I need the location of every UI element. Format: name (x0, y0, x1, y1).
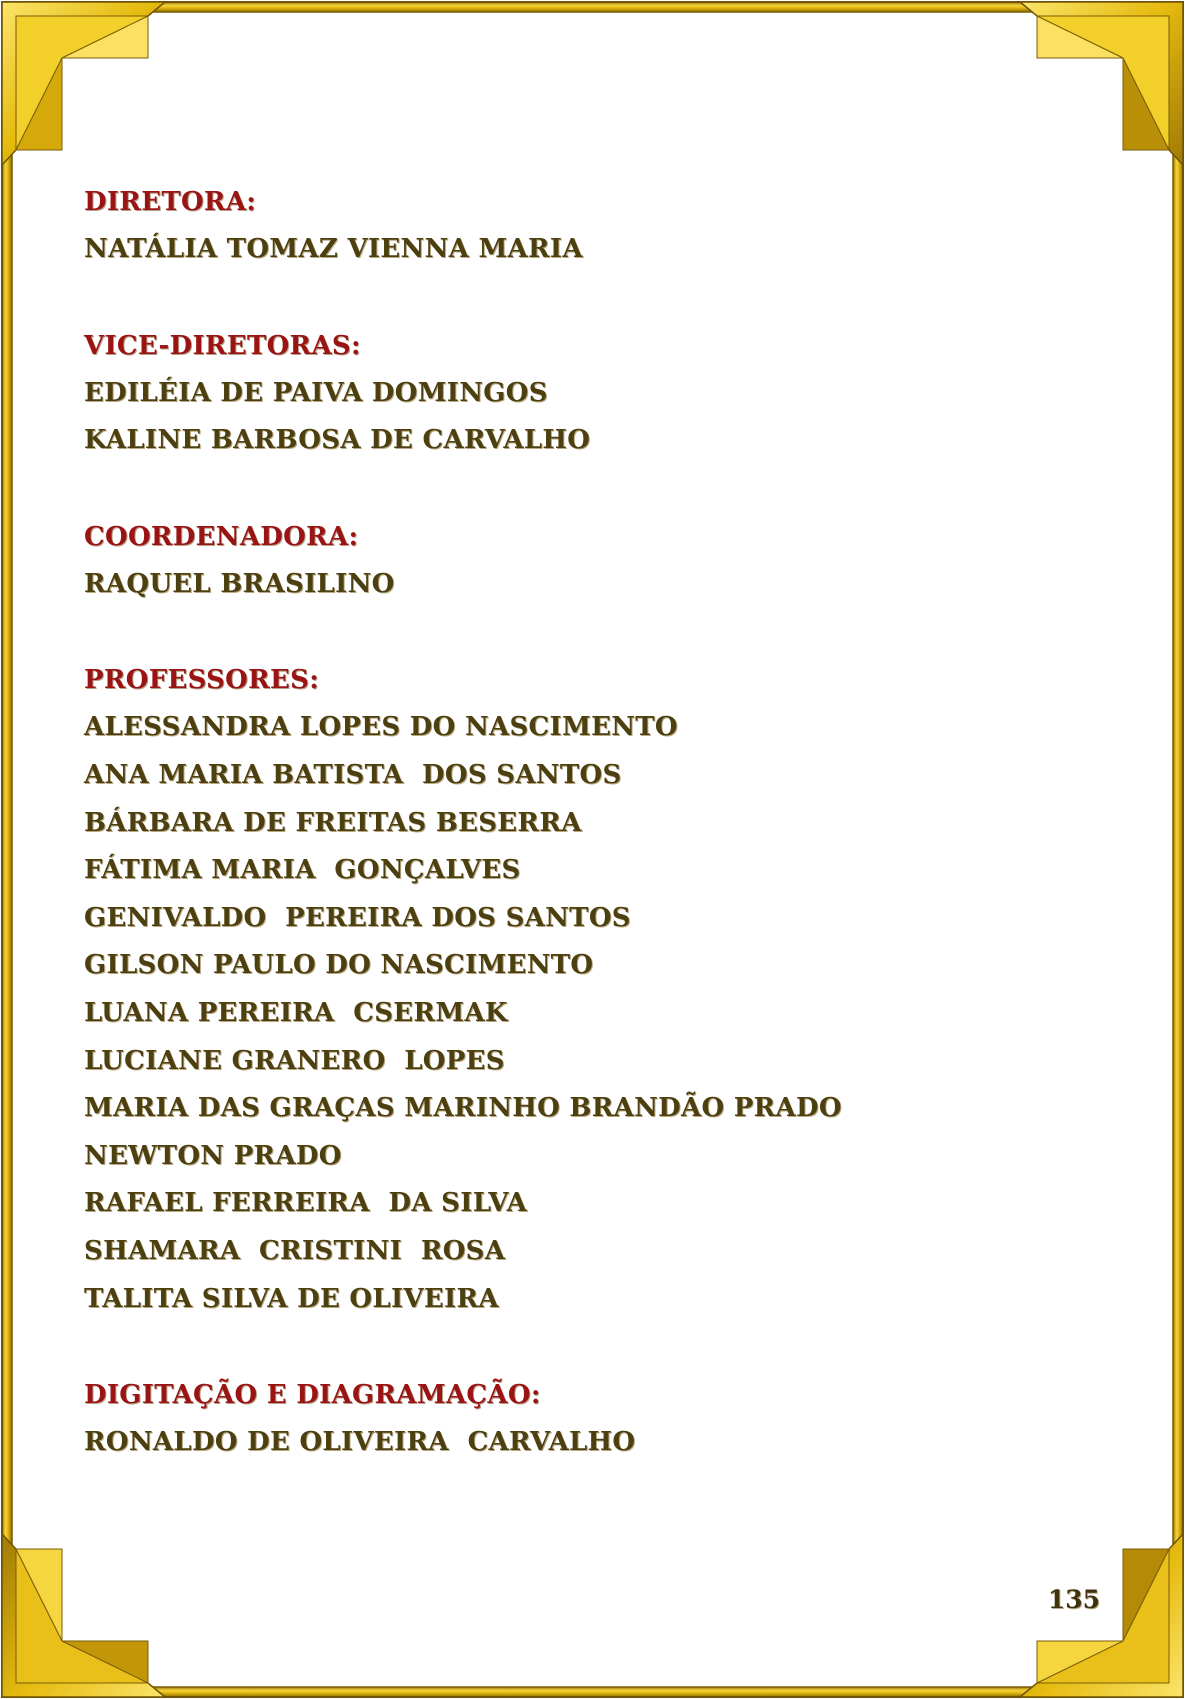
section-heading: COORDENADORA: (84, 521, 359, 552)
staff-name: GENIVALDO PEREIRA DOS SANTOS (84, 902, 631, 933)
section-professores (84, 656, 1084, 1323)
staff-list (84, 178, 1084, 1515)
staff-name: ALESSANDRA LOPES DO NASCIMENTO (84, 712, 678, 743)
section-heading: DIRETORA: (84, 187, 257, 217)
staff-name: FÁTIMA MARIA GONÇALVES (84, 855, 521, 886)
staff-name: KALINE BARBOSA DE CARVALHO (84, 425, 591, 456)
staff-name: NEWTON PRADO (84, 1140, 342, 1171)
staff-name: GILSON PAULO DO NASCIMENTO (84, 950, 594, 981)
staff-name: EDILÉIA DE PAIVA DOMINGOS (84, 377, 548, 408)
frame-corner-top-right (1020, 2, 1183, 165)
section-coordenadora (84, 513, 1084, 609)
staff-name: NATÁLIA TOMAZ VIENNA MARIA (84, 234, 583, 264)
staff-name: LUANA PEREIRA CSERMAK (84, 997, 508, 1028)
section-digitacao-diagramacao (84, 1371, 1084, 1467)
section-vice-diretoras (84, 322, 1084, 465)
staff-name: MARIA DAS GRAÇAS MARINHO BRANDÃO PRADO (84, 1093, 842, 1124)
section-heading: VICE-DIRETORAS: (84, 330, 361, 361)
frame-corner-top-left (2, 2, 165, 165)
staff-name: TALITA SILVA DE OLIVEIRA (84, 1283, 499, 1314)
section-diretora (84, 178, 1084, 274)
staff-name: RONALDO DE OLIVEIRA CARVALHO (84, 1427, 636, 1458)
page-number: 135 (1047, 1585, 1100, 1614)
staff-name: RAQUEL BRASILINO (84, 568, 395, 599)
frame-corner-bottom-left (2, 1534, 165, 1697)
staff-name: SHAMARA CRISTINI ROSA (84, 1235, 506, 1266)
staff-name: ANA MARIA BATISTA DOS SANTOS (84, 759, 622, 790)
staff-name: RAFAEL FERREIRA DA SILVA (84, 1188, 528, 1219)
staff-name: LUCIANE GRANERO LOPES (84, 1045, 505, 1076)
section-heading: PROFESSORES: (84, 665, 320, 696)
staff-name: BÁRBARA DE FREITAS BESERRA (84, 807, 582, 838)
section-heading: DIGITAÇÃO E DIAGRAMAÇÃO: (84, 1380, 541, 1411)
